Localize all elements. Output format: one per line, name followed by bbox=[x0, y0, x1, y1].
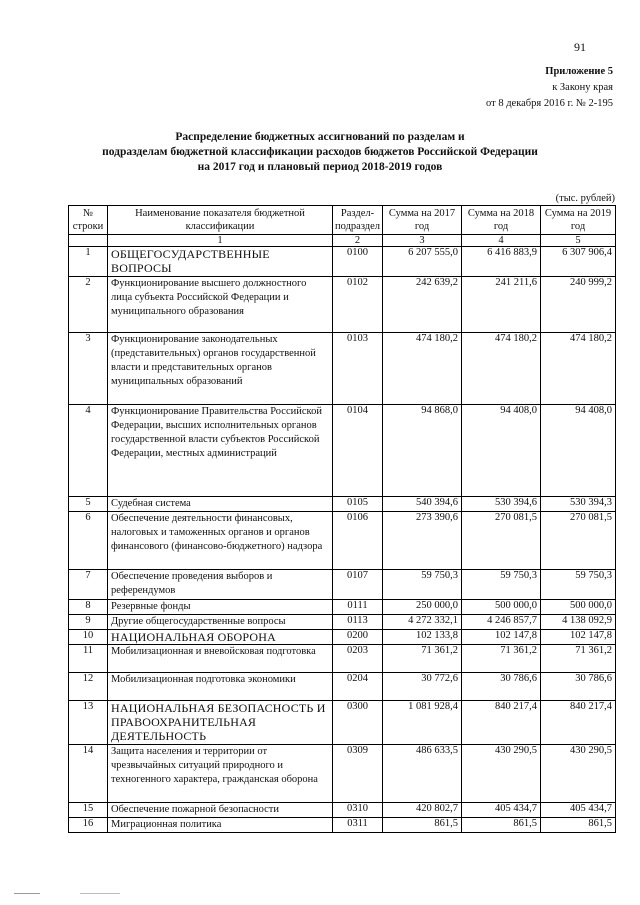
header-sum-2018: Сумма на 2018 год bbox=[462, 206, 541, 235]
sum-2017: 474 180,2 bbox=[383, 333, 462, 405]
row-number: 15 bbox=[69, 803, 108, 818]
row-number: 12 bbox=[69, 673, 108, 701]
sum-2017: 102 133,8 bbox=[383, 630, 462, 645]
column-number-empty bbox=[69, 235, 108, 247]
indicator-name: НАЦИОНАЛЬНАЯ БЕЗОПАСНОСТЬ И ПРАВООХРАНИТЕЛЬНАЯ ДЕЯТЕЛЬНОСТЬ bbox=[108, 701, 333, 745]
indicator-name: Мобилизационная и вневойсковая подготовка bbox=[108, 645, 333, 673]
scan-edge-mark bbox=[80, 893, 120, 894]
row-number: 16 bbox=[69, 818, 108, 833]
row-number: 1 bbox=[69, 247, 108, 277]
document-title bbox=[90, 130, 550, 175]
indicator-name: Функционирование высшего должностного лица субъекта Российской Федерации и муниципального образования bbox=[108, 277, 333, 333]
row-number: 8 bbox=[69, 600, 108, 615]
sum-2018: 270 081,5 bbox=[462, 512, 541, 570]
section-code: 0300 bbox=[333, 701, 383, 745]
sum-2019: 500 000,0 bbox=[541, 600, 616, 615]
sum-2017: 6 207 555,0 bbox=[383, 247, 462, 277]
table-row bbox=[69, 247, 616, 277]
sum-2017: 71 361,2 bbox=[383, 645, 462, 673]
indicator-name: Миграционная политика bbox=[108, 818, 333, 833]
sum-2018: 530 394,6 bbox=[462, 497, 541, 512]
section-code: 0100 bbox=[333, 247, 383, 277]
row-number: 9 bbox=[69, 615, 108, 630]
column-number: 5 bbox=[541, 235, 616, 247]
column-number-row bbox=[69, 235, 616, 247]
sum-2017: 59 750,3 bbox=[383, 570, 462, 600]
section-code: 0102 bbox=[333, 277, 383, 333]
row-number: 11 bbox=[69, 645, 108, 673]
sum-2019: 861,5 bbox=[541, 818, 616, 833]
indicator-name: Мобилизационная подготовка экономики bbox=[108, 673, 333, 701]
sum-2018: 405 434,7 bbox=[462, 803, 541, 818]
section-code: 0310 bbox=[333, 803, 383, 818]
row-number: 13 bbox=[69, 701, 108, 745]
table-row bbox=[69, 570, 616, 600]
sum-2017: 242 639,2 bbox=[383, 277, 462, 333]
title-line-1: Распределение бюджетных ассигнований по разделам и bbox=[175, 131, 465, 143]
section-code: 0104 bbox=[333, 405, 383, 497]
sum-2018: 94 408,0 bbox=[462, 405, 541, 497]
sum-2019: 102 147,8 bbox=[541, 630, 616, 645]
units-label: (тыс. рублей) bbox=[555, 193, 615, 204]
indicator-name: Другие общегосударственные вопросы bbox=[108, 615, 333, 630]
sum-2019: 474 180,2 bbox=[541, 333, 616, 405]
indicator-name: Судебная система bbox=[108, 497, 333, 512]
row-number: 3 bbox=[69, 333, 108, 405]
section-code: 0204 bbox=[333, 673, 383, 701]
table-row bbox=[69, 405, 616, 497]
table-row bbox=[69, 701, 616, 745]
indicator-name: Обеспечение пожарной безопасности bbox=[108, 803, 333, 818]
title-line-3: на 2017 год и плановый период 2018-2019 годов bbox=[197, 161, 443, 173]
section-code: 0203 bbox=[333, 645, 383, 673]
indicator-name: Обеспечение деятельности финансовых, налоговых и таможенных органов и органов финансового (финансово-бюджетного) надзора bbox=[108, 512, 333, 570]
sum-2017: 4 272 332,1 bbox=[383, 615, 462, 630]
sum-2019: 6 307 906,4 bbox=[541, 247, 616, 277]
row-number: 2 bbox=[69, 277, 108, 333]
sum-2019: 94 408,0 bbox=[541, 405, 616, 497]
sum-2017: 420 802,7 bbox=[383, 803, 462, 818]
sum-2018: 500 000,0 bbox=[462, 600, 541, 615]
table-row bbox=[69, 673, 616, 701]
sum-2019: 430 290,5 bbox=[541, 745, 616, 803]
table-row bbox=[69, 630, 616, 645]
sum-2018: 430 290,5 bbox=[462, 745, 541, 803]
table-row bbox=[69, 512, 616, 570]
table-row bbox=[69, 600, 616, 615]
title-line-2: подразделам бюджетной классификации расходов бюджетов Российской Федерации bbox=[102, 146, 538, 158]
table-row bbox=[69, 615, 616, 630]
sum-2018: 840 217,4 bbox=[462, 701, 541, 745]
sum-2019: 71 361,2 bbox=[541, 645, 616, 673]
sum-2017: 486 633,5 bbox=[383, 745, 462, 803]
section-code: 0311 bbox=[333, 818, 383, 833]
appendix-law-date: от 8 декабря 2016 г. № 2-195 bbox=[486, 98, 613, 109]
header-section-code: Раздел-подраздел bbox=[333, 206, 383, 235]
indicator-name: Обеспечение проведения выборов и референдумов bbox=[108, 570, 333, 600]
section-code: 0106 bbox=[333, 512, 383, 570]
sum-2019: 4 138 092,9 bbox=[541, 615, 616, 630]
header-row bbox=[69, 206, 616, 235]
sum-2018: 861,5 bbox=[462, 818, 541, 833]
column-number: 4 bbox=[462, 235, 541, 247]
section-code: 0103 bbox=[333, 333, 383, 405]
indicator-name: НАЦИОНАЛЬНАЯ ОБОРОНА bbox=[108, 630, 333, 645]
section-code: 0309 bbox=[333, 745, 383, 803]
row-number: 10 bbox=[69, 630, 108, 645]
appendix-header bbox=[486, 64, 613, 112]
sum-2018: 474 180,2 bbox=[462, 333, 541, 405]
table-row bbox=[69, 803, 616, 818]
scan-edge-mark bbox=[14, 893, 40, 894]
row-number: 14 bbox=[69, 745, 108, 803]
row-number: 6 bbox=[69, 512, 108, 570]
indicator-name: Функционирование Правительства Российской Федерации, высших исполнительных органов государственной власти субъектов Российской Федерации, местных администраций bbox=[108, 405, 333, 497]
sum-2017: 94 868,0 bbox=[383, 405, 462, 497]
sum-2018: 6 416 883,9 bbox=[462, 247, 541, 277]
indicator-name: ОБЩЕГОСУДАРСТВЕННЫЕ ВОПРОСЫ bbox=[108, 247, 333, 277]
sum-2019: 530 394,3 bbox=[541, 497, 616, 512]
table-row bbox=[69, 277, 616, 333]
column-number: 2 bbox=[333, 235, 383, 247]
column-number: 1 bbox=[108, 235, 333, 247]
row-number: 4 bbox=[69, 405, 108, 497]
section-code: 0200 bbox=[333, 630, 383, 645]
sum-2019: 59 750,3 bbox=[541, 570, 616, 600]
sum-2019: 840 217,4 bbox=[541, 701, 616, 745]
header-sum-2019: Сумма на 2019 год bbox=[541, 206, 616, 235]
sum-2019: 270 081,5 bbox=[541, 512, 616, 570]
table-row bbox=[69, 333, 616, 405]
table-row bbox=[69, 745, 616, 803]
indicator-name: Функционирование законодательных (представительных) органов государственной власти и представительных органов муниципальных образований bbox=[108, 333, 333, 405]
header-row-number: № строки bbox=[69, 206, 108, 235]
header-sum-2017: Сумма на 2017 год bbox=[383, 206, 462, 235]
header-indicator-name: Наименование показателя бюджетной классификации bbox=[108, 206, 333, 235]
table-row bbox=[69, 497, 616, 512]
appendix-title: Приложение 5 bbox=[545, 66, 613, 77]
table-row bbox=[69, 818, 616, 833]
section-code: 0111 bbox=[333, 600, 383, 615]
sum-2018: 4 246 857,7 bbox=[462, 615, 541, 630]
indicator-name: Резервные фонды bbox=[108, 600, 333, 615]
appendix-law-reference: к Закону края bbox=[552, 82, 613, 93]
sum-2019: 240 999,2 bbox=[541, 277, 616, 333]
sum-2017: 1 081 928,4 bbox=[383, 701, 462, 745]
sum-2017: 250 000,0 bbox=[383, 600, 462, 615]
sum-2018: 102 147,8 bbox=[462, 630, 541, 645]
sum-2018: 241 211,6 bbox=[462, 277, 541, 333]
section-code: 0105 bbox=[333, 497, 383, 512]
column-number: 3 bbox=[383, 235, 462, 247]
sum-2017: 30 772,6 bbox=[383, 673, 462, 701]
budget-table bbox=[68, 205, 616, 833]
page-number: 91 bbox=[574, 40, 586, 54]
sum-2017: 273 390,6 bbox=[383, 512, 462, 570]
sum-2018: 59 750,3 bbox=[462, 570, 541, 600]
table-row bbox=[69, 645, 616, 673]
sum-2019: 30 786,6 bbox=[541, 673, 616, 701]
sum-2018: 30 786,6 bbox=[462, 673, 541, 701]
sum-2017: 861,5 bbox=[383, 818, 462, 833]
row-number: 7 bbox=[69, 570, 108, 600]
row-number: 5 bbox=[69, 497, 108, 512]
sum-2018: 71 361,2 bbox=[462, 645, 541, 673]
table-body bbox=[69, 247, 616, 833]
sum-2017: 540 394,6 bbox=[383, 497, 462, 512]
section-code: 0113 bbox=[333, 615, 383, 630]
sum-2019: 405 434,7 bbox=[541, 803, 616, 818]
section-code: 0107 bbox=[333, 570, 383, 600]
indicator-name: Защита населения и территории от чрезвычайных ситуаций природного и техногенного характера, гражданская оборона bbox=[108, 745, 333, 803]
